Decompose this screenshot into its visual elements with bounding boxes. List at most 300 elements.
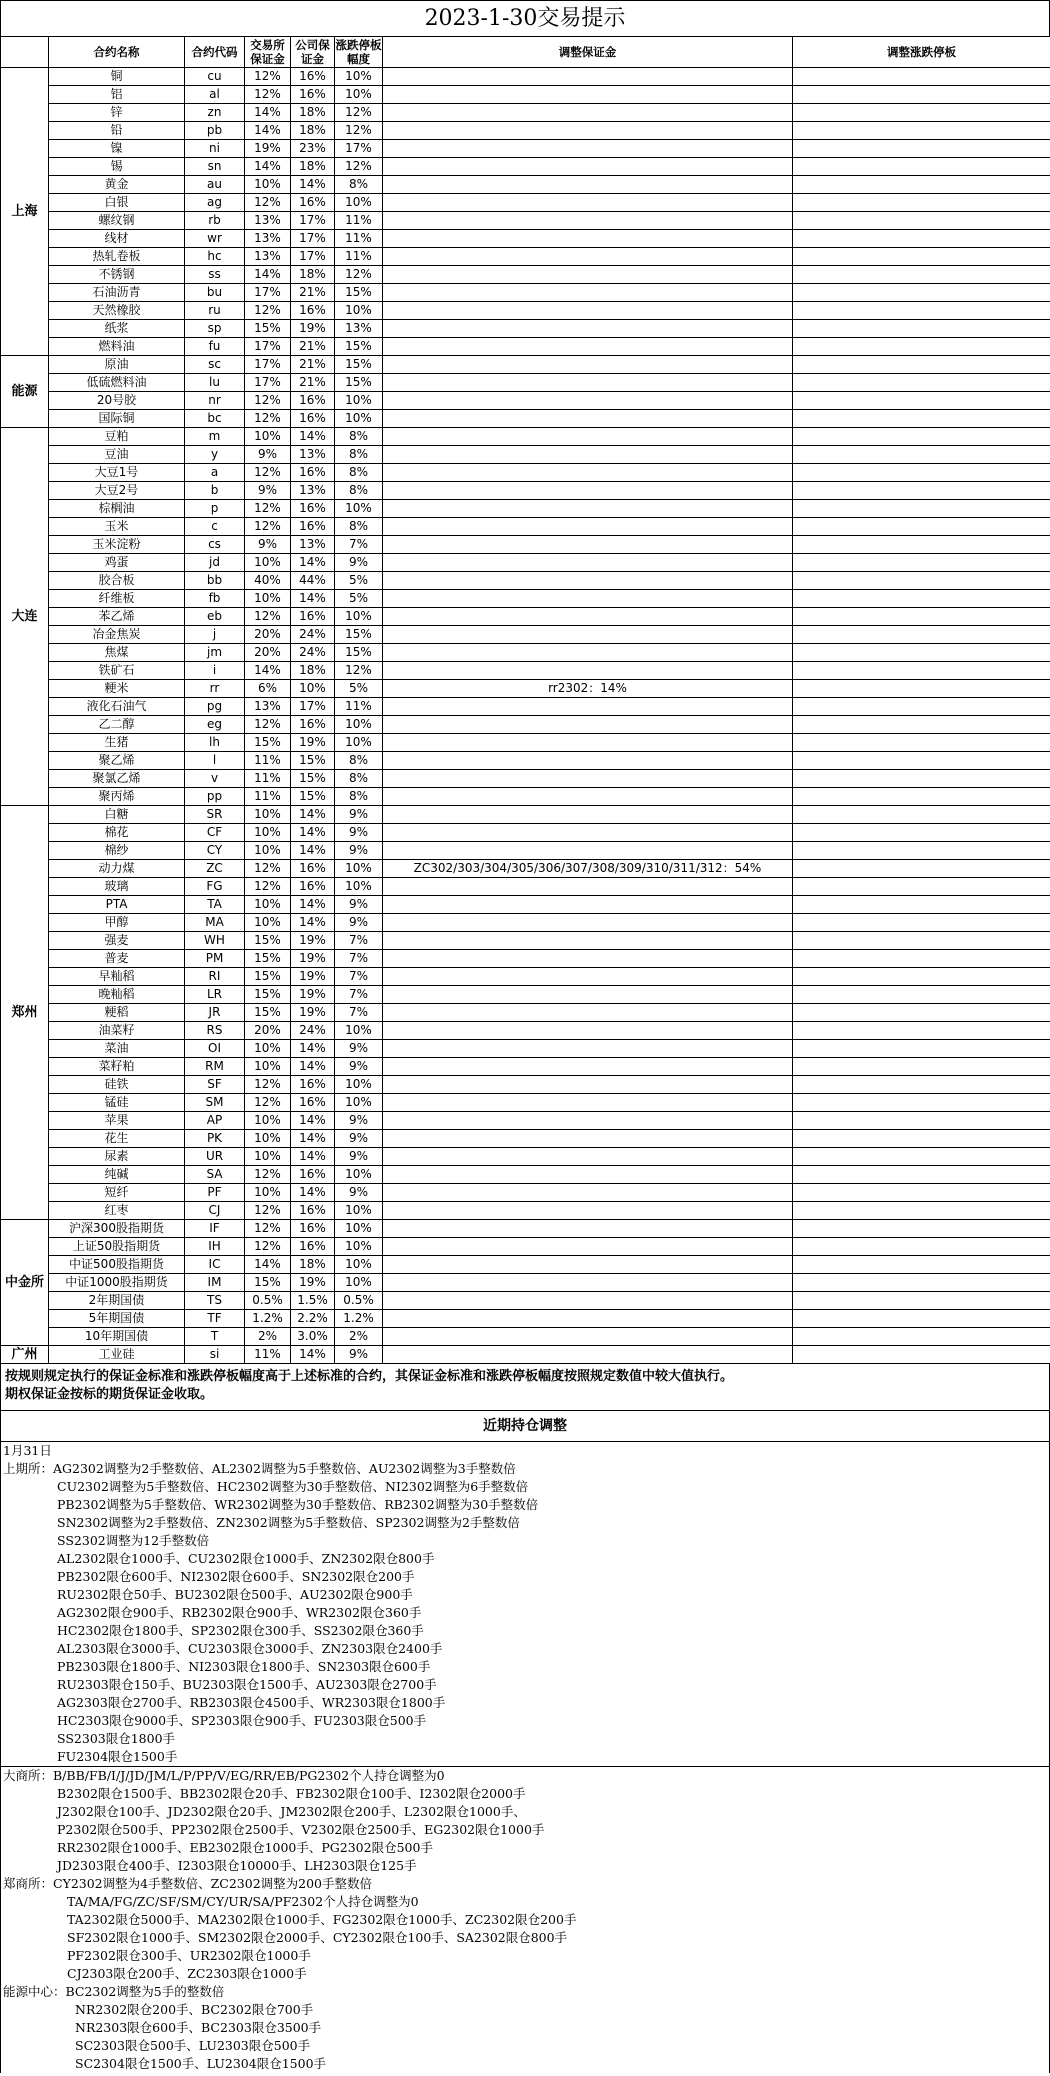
contract-code-cell: pp [185, 788, 245, 806]
limit-cell: 15% [335, 284, 383, 302]
contract-name-cell: 苹果 [49, 1112, 185, 1130]
contract-code-cell: AP [185, 1112, 245, 1130]
limit-cell: 13% [335, 320, 383, 338]
limit-cell: 9% [335, 554, 383, 572]
company-margin-cell: 16% [291, 878, 335, 896]
adjust-margin-cell [383, 1256, 793, 1274]
table-row [1, 140, 1050, 158]
limit-cell: 8% [335, 446, 383, 464]
adjust-margin-cell [383, 554, 793, 572]
company-margin-cell: 19% [291, 734, 335, 752]
contract-code-cell: p [185, 500, 245, 518]
contract-name-cell: 菜油 [49, 1040, 185, 1058]
positions-line: SF2302限仓1000手、SM2302限仓2000手、CY2302限仓100手、SA2302限仓800手 [67, 1930, 568, 1945]
adjust-limit-cell [793, 266, 1050, 284]
contract-code-cell: RI [185, 968, 245, 986]
limit-cell: 10% [335, 1256, 383, 1274]
rules-note [0, 1364, 1050, 1411]
contract-code-cell: sn [185, 158, 245, 176]
limit-cell: 10% [335, 608, 383, 626]
contract-name-cell: 20号胶 [49, 392, 185, 410]
company-margin-cell: 19% [291, 1004, 335, 1022]
adjust-margin-cell [383, 1148, 793, 1166]
adjust-limit-cell [793, 968, 1050, 986]
adjust-margin-cell [383, 536, 793, 554]
table-row [1, 158, 1050, 176]
limit-cell: 10% [335, 716, 383, 734]
positions-line: J2302限仓100手、JD2302限仓20手、JM2302限仓200手、L2302限仓1000手、 [57, 1804, 526, 1819]
contract-code-cell: bc [185, 410, 245, 428]
company-margin-cell: 14% [291, 824, 335, 842]
table-row [1, 356, 1050, 374]
adjust-margin-cell [383, 950, 793, 968]
limit-cell: 10% [335, 1220, 383, 1238]
contract-name-cell: 玉米淀粉 [49, 536, 185, 554]
contract-name-cell: 生猪 [49, 734, 185, 752]
contract-name-cell: 中证1000股指期货 [49, 1274, 185, 1292]
margin-table [0, 36, 1050, 1364]
adjust-limit-cell [793, 644, 1050, 662]
adjust-limit-cell [793, 464, 1050, 482]
exchange-margin-cell: 2% [245, 1328, 291, 1346]
table-row [1, 1202, 1050, 1220]
adjust-limit-cell [793, 824, 1050, 842]
limit-cell: 5% [335, 680, 383, 698]
table-header [1, 37, 1050, 68]
limit-cell: 10% [335, 878, 383, 896]
exchange-margin-cell: 15% [245, 932, 291, 950]
positions-line: AG2302限仓900手、RB2302限仓900手、WR2302限仓360手 [57, 1605, 422, 1620]
contract-code-cell: m [185, 428, 245, 446]
limit-cell: 10% [335, 1094, 383, 1112]
limit-cell: 9% [335, 914, 383, 932]
header-exchange-margin: 交易所保证金 [245, 37, 291, 68]
exchange-margin-cell: 12% [245, 194, 291, 212]
table-row [1, 968, 1050, 986]
limit-cell: 9% [335, 896, 383, 914]
adjust-margin-cell [383, 788, 793, 806]
company-margin-cell: 19% [291, 950, 335, 968]
exchange-margin-cell: 15% [245, 968, 291, 986]
table-row [1, 932, 1050, 950]
table-row [1, 590, 1050, 608]
exchange-margin-cell: 9% [245, 536, 291, 554]
adjust-margin-cell [383, 734, 793, 752]
adjust-limit-cell [793, 788, 1050, 806]
adjust-limit-cell [793, 1148, 1050, 1166]
company-margin-cell: 24% [291, 1022, 335, 1040]
adjust-margin-cell [383, 752, 793, 770]
header-adjust-limit: 调整涨跌停板 [793, 37, 1050, 68]
limit-cell: 7% [335, 1004, 383, 1022]
company-margin-cell: 15% [291, 788, 335, 806]
contract-code-cell: v [185, 770, 245, 788]
positions-line: JD2303限仓400手、I2303限仓10000手、LH2303限仓125手 [57, 1858, 417, 1873]
contract-name-cell: 不锈钢 [49, 266, 185, 284]
adjust-limit-cell [793, 1202, 1050, 1220]
company-margin-cell: 16% [291, 392, 335, 410]
table-row [1, 338, 1050, 356]
exchange-margin-cell: 12% [245, 410, 291, 428]
limit-cell: 15% [335, 338, 383, 356]
company-margin-cell: 14% [291, 1184, 335, 1202]
adjust-limit-cell [793, 1256, 1050, 1274]
table-row [1, 68, 1050, 86]
adjust-margin-cell [383, 1040, 793, 1058]
adjust-limit-cell [793, 320, 1050, 338]
contract-code-cell: jm [185, 644, 245, 662]
adjust-limit-cell [793, 878, 1050, 896]
adjust-margin-cell [383, 428, 793, 446]
adjust-margin-cell: rr2302：14% [383, 680, 793, 698]
adjust-margin-cell [383, 986, 793, 1004]
adjust-margin-cell [383, 662, 793, 680]
contract-name-cell: 粳稻 [49, 1004, 185, 1022]
limit-cell: 7% [335, 536, 383, 554]
adjust-limit-cell [793, 986, 1050, 1004]
adjust-margin-cell [383, 1238, 793, 1256]
table-row [1, 662, 1050, 680]
exchange-margin-cell: 10% [245, 806, 291, 824]
adjust-limit-cell [793, 572, 1050, 590]
limit-cell: 10% [335, 302, 383, 320]
adjust-margin-cell [383, 1292, 793, 1310]
adjust-limit-cell [793, 1058, 1050, 1076]
limit-cell: 10% [335, 1166, 383, 1184]
contract-name-cell: 原油 [49, 356, 185, 374]
adjust-limit-cell [793, 698, 1050, 716]
limit-cell: 9% [335, 824, 383, 842]
contract-name-cell: 中证500股指期货 [49, 1256, 185, 1274]
contract-name-cell: 鸡蛋 [49, 554, 185, 572]
adjust-limit-cell [793, 860, 1050, 878]
exchange-margin-cell: 10% [245, 1184, 291, 1202]
company-margin-cell: 13% [291, 536, 335, 554]
company-margin-cell: 14% [291, 1040, 335, 1058]
table-row [1, 1112, 1050, 1130]
exchange-margin-cell: 12% [245, 1220, 291, 1238]
company-margin-cell: 14% [291, 176, 335, 194]
contract-name-cell: 铅 [49, 122, 185, 140]
contract-code-cell: FG [185, 878, 245, 896]
exchange-margin-cell: 10% [245, 1058, 291, 1076]
adjust-margin-cell [383, 320, 793, 338]
company-margin-cell: 14% [291, 1148, 335, 1166]
table-row [1, 464, 1050, 482]
adjust-margin-cell [383, 1274, 793, 1292]
header-limit: 涨跌停板幅度 [335, 38, 382, 66]
contract-code-cell: c [185, 518, 245, 536]
contract-name-cell: 铁矿石 [49, 662, 185, 680]
exchange-margin-cell: 10% [245, 428, 291, 446]
positions-line: SN2302调整为2手整数倍、ZN2302调整为5手整数倍、SP2302调整为2手整数倍 [57, 1515, 520, 1530]
contract-code-cell: CJ [185, 1202, 245, 1220]
contract-code-cell: TS [185, 1292, 245, 1310]
positions-block-head: 上期所：AG2302调整为2手整数倍、AL2302调整为5手整数倍、AU2302调整为3手整数倍 [3, 1461, 516, 1476]
limit-cell: 10% [335, 1238, 383, 1256]
adjust-limit-cell [793, 1310, 1050, 1328]
company-margin-cell: 14% [291, 1346, 335, 1364]
company-margin-cell: 14% [291, 590, 335, 608]
contract-name-cell: 普麦 [49, 950, 185, 968]
contract-code-cell: a [185, 464, 245, 482]
adjust-limit-cell [793, 806, 1050, 824]
company-margin-cell: 14% [291, 1130, 335, 1148]
company-margin-cell: 21% [291, 284, 335, 302]
adjust-margin-cell [383, 500, 793, 518]
positions-line: NR2302限仓200手、BC2302限仓700手 [75, 2002, 314, 2017]
limit-cell: 17% [335, 140, 383, 158]
limit-cell: 10% [335, 410, 383, 428]
company-margin-cell: 16% [291, 68, 335, 86]
adjust-margin-cell [383, 1202, 793, 1220]
table-row [1, 824, 1050, 842]
adjust-limit-cell [793, 1094, 1050, 1112]
exchange-margin-cell: 12% [245, 860, 291, 878]
table-row [1, 1328, 1050, 1346]
contract-name-cell: 晚籼稻 [49, 986, 185, 1004]
limit-cell: 9% [335, 1040, 383, 1058]
adjust-margin-cell [383, 446, 793, 464]
adjust-limit-cell [793, 284, 1050, 302]
contract-code-cell: RS [185, 1022, 245, 1040]
company-margin-cell: 13% [291, 446, 335, 464]
adjust-margin-cell [383, 176, 793, 194]
contract-code-cell: au [185, 176, 245, 194]
adjust-margin-cell [383, 698, 793, 716]
exchange-margin-cell: 10% [245, 824, 291, 842]
contract-code-cell: IC [185, 1256, 245, 1274]
contract-code-cell: TA [185, 896, 245, 914]
company-margin-cell: 23% [291, 140, 335, 158]
company-margin-cell: 18% [291, 662, 335, 680]
contract-code-cell: j [185, 626, 245, 644]
company-margin-cell: 3.0% [291, 1328, 335, 1346]
table-row [1, 788, 1050, 806]
company-margin-cell: 2.2% [291, 1310, 335, 1328]
adjust-limit-cell [793, 716, 1050, 734]
exchange-cell: 大连 [1, 428, 49, 806]
contract-code-cell: ni [185, 140, 245, 158]
positions-line: CJ2303限仓200手、ZC2303限仓1000手 [67, 1966, 307, 1981]
adjust-limit-cell [793, 194, 1050, 212]
company-margin-cell: 16% [291, 194, 335, 212]
table-row [1, 860, 1050, 878]
limit-cell: 8% [335, 770, 383, 788]
adjust-margin-cell [383, 212, 793, 230]
adjust-limit-cell [793, 392, 1050, 410]
adjust-limit-cell [793, 158, 1050, 176]
exchange-margin-cell: 11% [245, 788, 291, 806]
adjust-margin-cell [383, 932, 793, 950]
contract-code-cell: SR [185, 806, 245, 824]
contract-name-cell: 锡 [49, 158, 185, 176]
positions-line: PB2303限仓1800手、NI2303限仓1800手、SN2303限仓600手 [57, 1659, 431, 1674]
positions-line: AL2303限仓3000手、CU2303限仓3000手、ZN2303限仓2400手 [57, 1641, 443, 1656]
exchange-margin-cell: 14% [245, 662, 291, 680]
table-row [1, 1022, 1050, 1040]
adjust-limit-cell [793, 302, 1050, 320]
table-row [1, 428, 1050, 446]
contract-name-cell: 锌 [49, 104, 185, 122]
adjust-margin-cell [383, 824, 793, 842]
adjust-margin-cell [383, 1112, 793, 1130]
contract-name-cell: 镍 [49, 140, 185, 158]
adjust-limit-cell [793, 86, 1050, 104]
table-row [1, 1058, 1050, 1076]
exchange-margin-cell: 12% [245, 608, 291, 626]
contract-name-cell: 胶合板 [49, 572, 185, 590]
adjust-margin-cell [383, 1310, 793, 1328]
adjust-limit-cell [793, 104, 1050, 122]
company-margin-cell: 21% [291, 356, 335, 374]
limit-cell: 9% [335, 1058, 383, 1076]
contract-code-cell: l [185, 752, 245, 770]
positions-line: SC2304限仓1500手、LU2304限仓1500手 [75, 2056, 327, 2071]
limit-cell: 12% [335, 158, 383, 176]
adjust-margin-cell [383, 1130, 793, 1148]
positions-line: HC2303限仓9000手、SP2303限仓900手、FU2303限仓500手 [57, 1713, 427, 1728]
limit-cell: 10% [335, 194, 383, 212]
contract-name-cell: 动力煤 [49, 860, 185, 878]
limit-cell: 8% [335, 428, 383, 446]
table-row [1, 716, 1050, 734]
company-margin-cell: 16% [291, 1076, 335, 1094]
contract-name-cell: 玉米 [49, 518, 185, 536]
adjust-margin-cell [383, 410, 793, 428]
company-margin-cell: 18% [291, 266, 335, 284]
contract-code-cell: fu [185, 338, 245, 356]
table-row [1, 86, 1050, 104]
contract-name-cell: PTA [49, 896, 185, 914]
company-margin-cell: 17% [291, 230, 335, 248]
adjust-limit-cell [793, 1346, 1050, 1364]
contract-code-cell: bb [185, 572, 245, 590]
contract-code-cell: eg [185, 716, 245, 734]
table-row [1, 1274, 1050, 1292]
limit-cell: 9% [335, 842, 383, 860]
limit-cell: 0.5% [335, 1292, 383, 1310]
exchange-margin-cell: 11% [245, 1346, 291, 1364]
contract-code-cell: fb [185, 590, 245, 608]
limit-cell: 10% [335, 1202, 383, 1220]
company-margin-cell: 19% [291, 968, 335, 986]
limit-cell: 12% [335, 122, 383, 140]
table-row [1, 896, 1050, 914]
adjust-margin-cell [383, 896, 793, 914]
adjust-limit-cell [793, 374, 1050, 392]
exchange-margin-cell: 9% [245, 482, 291, 500]
adjust-limit-cell [793, 338, 1050, 356]
table-row [1, 698, 1050, 716]
limit-cell: 10% [335, 1022, 383, 1040]
contract-code-cell: SM [185, 1094, 245, 1112]
contract-name-cell: 天然橡胶 [49, 302, 185, 320]
contract-code-cell: rb [185, 212, 245, 230]
company-margin-cell: 18% [291, 1256, 335, 1274]
adjust-margin-cell [383, 392, 793, 410]
positions-line: B2302限仓1500手、BB2302限仓20手、FB2302限仓100手、I2302限仓2000手 [57, 1786, 526, 1801]
table-row [1, 1166, 1050, 1184]
limit-cell: 15% [335, 644, 383, 662]
contract-name-cell: 2年期国债 [49, 1292, 185, 1310]
limit-cell: 8% [335, 518, 383, 536]
adjust-limit-cell [793, 734, 1050, 752]
contract-name-cell: 线材 [49, 230, 185, 248]
contract-code-cell: y [185, 446, 245, 464]
exchange-margin-cell: 12% [245, 716, 291, 734]
exchange-margin-cell: 12% [245, 878, 291, 896]
company-margin-cell: 16% [291, 518, 335, 536]
exchange-margin-cell: 6% [245, 680, 291, 698]
adjust-margin-cell [383, 914, 793, 932]
table-row [1, 284, 1050, 302]
contract-name-cell: 锰硅 [49, 1094, 185, 1112]
contract-code-cell: ZC [185, 860, 245, 878]
table-row [1, 374, 1050, 392]
limit-cell: 8% [335, 788, 383, 806]
contract-code-cell: UR [185, 1148, 245, 1166]
contract-code-cell: IM [185, 1274, 245, 1292]
positions-title: 近期持仓调整 [0, 1411, 1050, 1442]
table-row [1, 176, 1050, 194]
contract-name-cell: 玻璃 [49, 878, 185, 896]
contract-code-cell: TF [185, 1310, 245, 1328]
company-margin-cell: 19% [291, 1274, 335, 1292]
contract-name-cell: 工业硅 [49, 1346, 185, 1364]
contract-name-cell: 石油沥青 [49, 284, 185, 302]
adjust-margin-cell [383, 1094, 793, 1112]
contract-name-cell: 硅铁 [49, 1076, 185, 1094]
exchange-margin-cell: 17% [245, 284, 291, 302]
adjust-margin-cell [383, 230, 793, 248]
company-margin-cell: 16% [291, 1220, 335, 1238]
limit-cell: 10% [335, 1076, 383, 1094]
contract-name-cell: 花生 [49, 1130, 185, 1148]
company-margin-cell: 13% [291, 482, 335, 500]
positions-line: TA/MA/FG/ZC/SF/SM/CY/UR/SA/PF2302个人持仓调整为0 [67, 1894, 419, 1909]
contract-code-cell: PM [185, 950, 245, 968]
company-margin-cell: 14% [291, 1058, 335, 1076]
contract-code-cell: bu [185, 284, 245, 302]
exchange-margin-cell: 20% [245, 644, 291, 662]
contract-code-cell: lh [185, 734, 245, 752]
contract-name-cell: 乙二醇 [49, 716, 185, 734]
contract-name-cell: 大豆1号 [49, 464, 185, 482]
exchange-margin-cell: 12% [245, 1166, 291, 1184]
limit-cell: 9% [335, 1184, 383, 1202]
company-margin-cell: 17% [291, 698, 335, 716]
exchange-margin-cell: 12% [245, 68, 291, 86]
adjust-limit-cell [793, 446, 1050, 464]
company-margin-cell: 21% [291, 338, 335, 356]
adjust-limit-cell [793, 248, 1050, 266]
adjust-limit-cell [793, 608, 1050, 626]
exchange-margin-cell: 13% [245, 212, 291, 230]
limit-cell: 9% [335, 1148, 383, 1166]
contract-name-cell: 纯碱 [49, 1166, 185, 1184]
company-margin-cell: 14% [291, 1112, 335, 1130]
adjust-limit-cell [793, 680, 1050, 698]
contract-name-cell: 苯乙烯 [49, 608, 185, 626]
contract-name-cell: 焦煤 [49, 644, 185, 662]
positions-line: CU2302调整为5手整数倍、HC2302调整为30手整数倍、NI2302调整为6手整数倍 [57, 1479, 529, 1494]
contract-name-cell: 聚丙烯 [49, 788, 185, 806]
header-code: 合约代码 [185, 37, 245, 68]
contract-name-cell: 聚乙烯 [49, 752, 185, 770]
limit-cell: 10% [335, 734, 383, 752]
contract-code-cell: hc [185, 248, 245, 266]
